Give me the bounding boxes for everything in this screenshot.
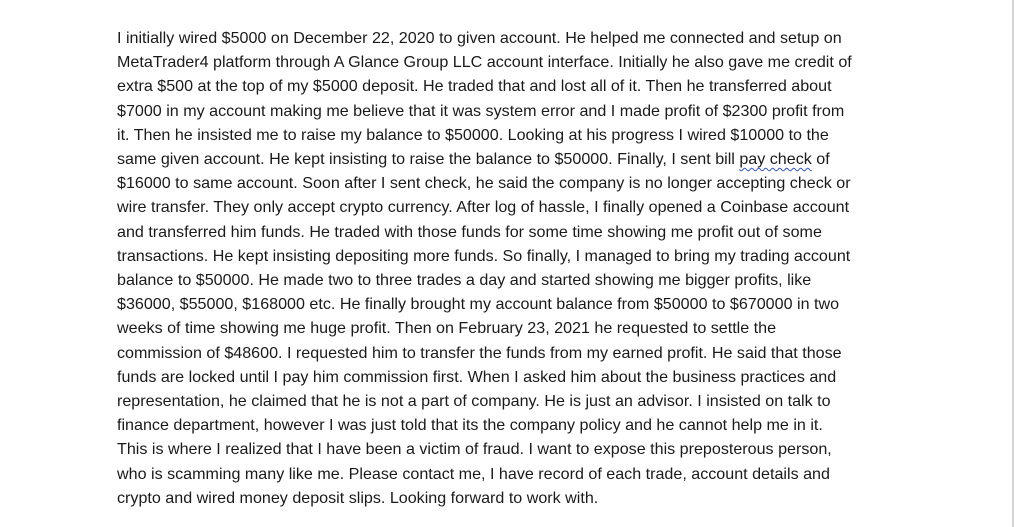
document-body[interactable] (117, 26, 897, 510)
text-line-12: $36000, $55000, $168000 etc. He finally brought my account balance from $50000 to $670000 in two (117, 295, 840, 314)
text-line-7: $16000 to same account. Soon after I sent check, he said the company is no longer accepting check or (117, 174, 851, 193)
text-line-17: finance department, however I was just told that its the company policy and he cannot help me in it. (117, 416, 823, 435)
text-line-11: balance to $50000. He made two to three trades a day and started showing me bigger profits, like (117, 271, 812, 290)
text-line-1: I initially wired $5000 on December 22, 2020 to given account. He helped me connected and setup on (117, 29, 842, 47)
text-line-6-end: of (811, 150, 830, 169)
text-line-14: commission of $48600. I requested him to transfer the funds from my earned profit. He said that those (117, 343, 842, 362)
text-line-15: funds are locked until I pay him commission first. When I asked him about the business practices and (117, 367, 837, 386)
grammar-flag-pay-check[interactable]: pay check (739, 150, 812, 169)
text-line-5: it. Then he insisted me to raise my balance to $50000. Looking at his progress I wired $10000 to the (117, 125, 829, 144)
text-line-16: representation, he claimed that he is not a part of company. He is just an advisor. I insisted on talk to (117, 392, 831, 411)
text-line-19: who is scamming many like me. Please contact me, I have record of each trade, account details and (117, 464, 830, 483)
text-line-4: $7000 in my account making me believe that it was system error and I made profit of $2300 profit from (117, 101, 845, 120)
text-line-13: weeks of time showing me huge profit. Then on February 23, 2021 he requested to settle the (117, 319, 777, 338)
text-line-2: MetaTrader4 platform through A Glance Group LLC account interface. Initially he also gave me credit of (117, 53, 852, 72)
text-line-10: transactions. He kept insisting depositing more funds. So finally, I managed to bring my trading account (117, 246, 851, 265)
page-edge-divider (1012, 0, 1014, 527)
text-line-8: wire transfer. They only accept crypto currency. After log of hassle, I finally opened a Coinbase account (117, 198, 850, 217)
text-line-20: crypto and wired money deposit slips. Looking forward to work with. (117, 488, 599, 507)
text-line-6 (117, 147, 897, 171)
text-line-18: This is where I realized that I have been a victim of fraud. I want to expose this preposterous person, (117, 440, 832, 459)
text-line-9: and transferred him funds. He traded with those funds for some time showing me profit out of some (117, 222, 822, 241)
text-line-6-start: same given account. He kept insisting to raise the balance to $50000. Finally, I sent bill (117, 150, 740, 169)
text-line-3: extra $500 at the top of my $5000 deposit. He traded that and lost all of it. Then he transferred about (117, 77, 832, 96)
